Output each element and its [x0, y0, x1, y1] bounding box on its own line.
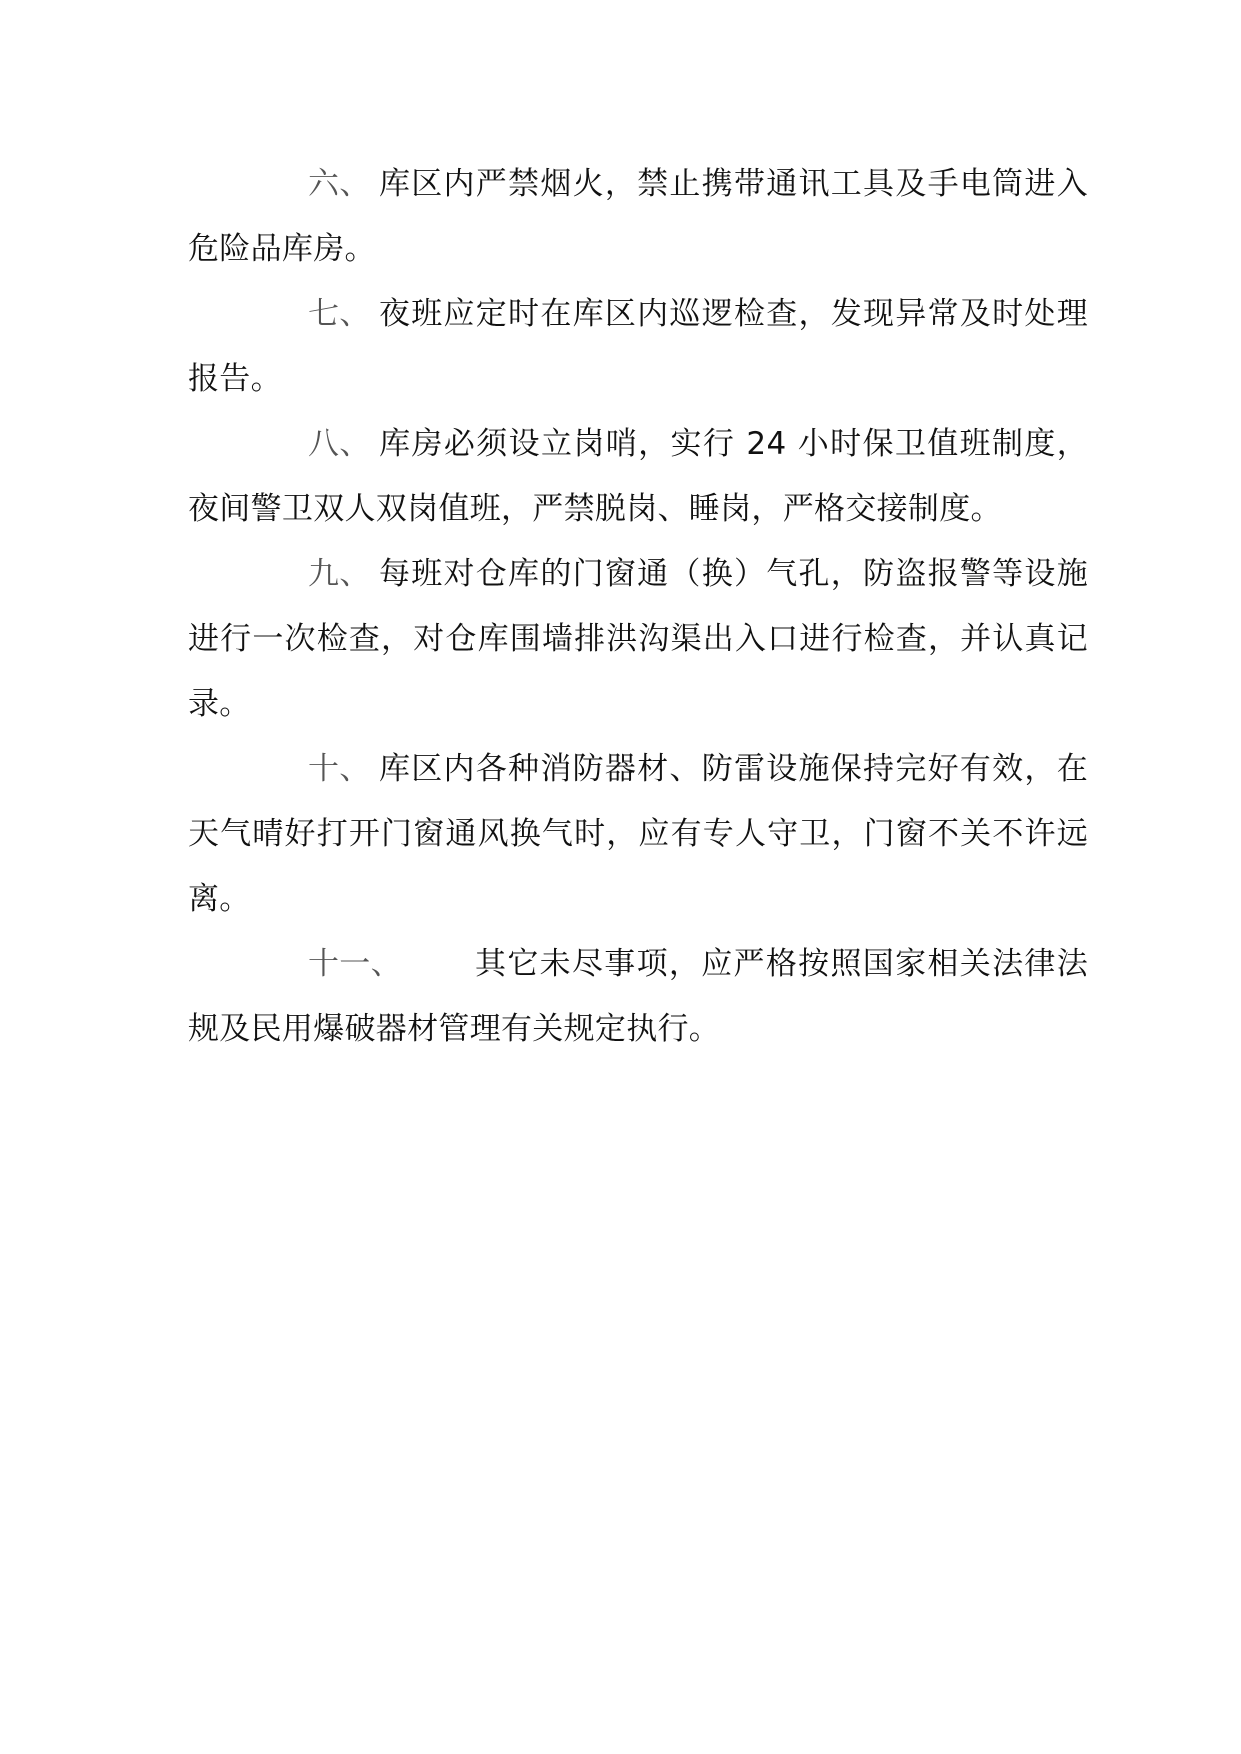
clause-9 [188, 542, 1088, 737]
document-body [188, 152, 1088, 1062]
clause-text: 库区内各种消防器材、防雷设施保持完好有效，在天气晴好打开门窗通风换气时，应有专人守卫，门窗不关不许远离。 [188, 751, 1088, 917]
clause-number: 七、 [308, 296, 371, 332]
clause-11 [188, 932, 1088, 1062]
clause-10 [188, 737, 1088, 932]
clause-text: 库房必须设立岗哨，实行 24 小时保卫值班制度，夜间警卫双人双岗值班，严禁脱岗、睡岗，严格交接制度。 [188, 426, 1088, 527]
clause-number: 八、 [308, 426, 371, 462]
clause-text: 夜班应定时在库区内巡逻检查，发现异常及时处理报告。 [188, 296, 1088, 397]
clause-number: 六、 [308, 166, 371, 202]
clause-number: 十、 [308, 751, 371, 787]
clause-6 [188, 152, 1088, 282]
clause-text: 库区内严禁烟火，禁止携带通讯工具及手电筒进入危险品库房。 [188, 166, 1088, 267]
clause-number: 十一、 [308, 946, 402, 982]
clause-text: 其它未尽事项，应严格按照国家相关法律法规及民用爆破器材管理有关规定执行。 [188, 946, 1088, 1047]
clause-text: 每班对仓库的门窗通（换）气孔，防盗报警等设施进行一次检查，对仓库围墙排洪沟渠出入口进行检查，并认真记录。 [188, 556, 1088, 722]
clause-8 [188, 412, 1088, 542]
clause-7 [188, 282, 1088, 412]
clause-number: 九、 [308, 556, 371, 592]
